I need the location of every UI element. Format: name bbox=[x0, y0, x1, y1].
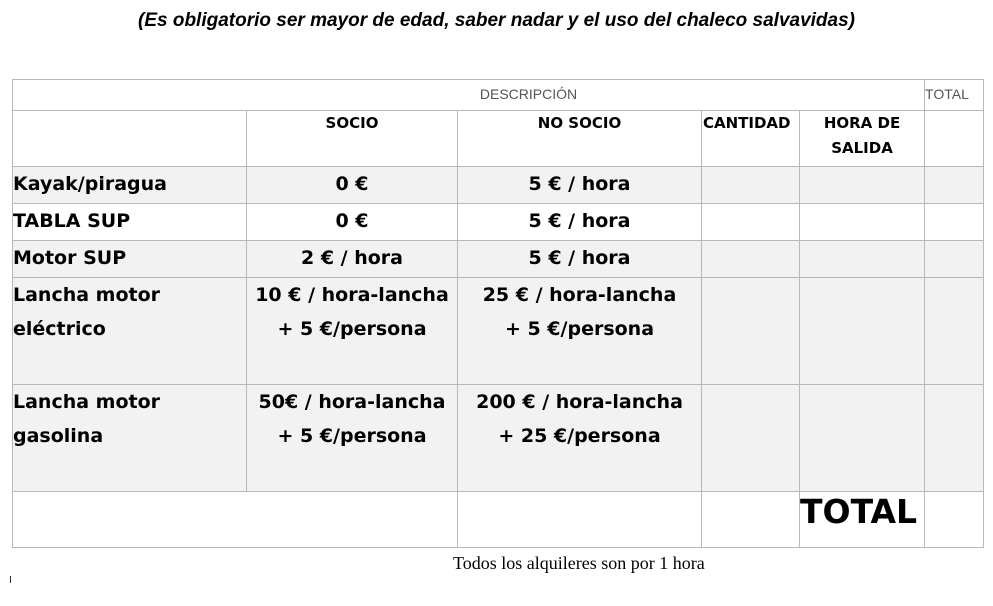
price-line: + 5 €/persona bbox=[277, 425, 427, 447]
table-header-row bbox=[13, 80, 984, 111]
total-row bbox=[13, 492, 984, 548]
cantidad-cell[interactable] bbox=[702, 167, 800, 204]
footer-note: Todos los alquileres son por 1 hora bbox=[453, 553, 705, 573]
header-note: (Es obligatorio ser mayor de edad, saber nadar y el uso del chaleco salvavidas) bbox=[138, 10, 855, 31]
item-line: Lancha motor bbox=[13, 391, 161, 413]
socio-price-cell: 0 € bbox=[247, 204, 458, 241]
no-socio-price-cell bbox=[458, 278, 702, 385]
total-header: TOTAL bbox=[925, 80, 984, 111]
socio-price-cell: 2 € / hora bbox=[247, 241, 458, 278]
item-cell: Motor SUP bbox=[13, 241, 247, 278]
hora-salida-cell[interactable] bbox=[800, 167, 925, 204]
socio-price-cell bbox=[247, 385, 458, 492]
table-row bbox=[13, 204, 984, 241]
hora-salida-cell[interactable] bbox=[800, 204, 925, 241]
price-line: + 5 €/persona bbox=[277, 318, 427, 340]
total-cell[interactable] bbox=[925, 241, 984, 278]
cantidad-cell[interactable] bbox=[702, 204, 800, 241]
item-cell bbox=[13, 385, 247, 492]
no-socio-price-cell bbox=[458, 385, 702, 492]
hora-salida-cell[interactable] bbox=[800, 385, 925, 492]
no-socio-price-cell: 5 € / hora bbox=[458, 167, 702, 204]
item-cell: TABLA SUP bbox=[13, 204, 247, 241]
cantidad-cell[interactable] bbox=[702, 278, 800, 385]
column-header-row bbox=[13, 111, 984, 167]
table-row bbox=[13, 241, 984, 278]
price-line: 10 € / hora-lancha bbox=[255, 284, 449, 306]
price-line: 25 € / hora-lancha bbox=[482, 284, 677, 306]
table-row bbox=[13, 167, 984, 204]
cantidad-cell[interactable] bbox=[702, 241, 800, 278]
item-line: eléctrico bbox=[13, 318, 106, 340]
item-column-header bbox=[13, 111, 247, 167]
total-cell[interactable] bbox=[925, 385, 984, 492]
item-cell bbox=[13, 278, 247, 385]
hora-salida-cell[interactable] bbox=[800, 278, 925, 385]
no-socio-price-cell: 5 € / hora bbox=[458, 241, 702, 278]
total-row-spacer bbox=[458, 492, 702, 548]
price-line: 200 € / hora-lancha bbox=[476, 391, 683, 413]
item-line: Lancha motor bbox=[13, 284, 161, 306]
text-cursor bbox=[10, 576, 11, 583]
hora-salida-column-header: HORA DE SALIDA bbox=[800, 111, 925, 167]
cantidad-cell[interactable] bbox=[702, 385, 800, 492]
price-table bbox=[12, 79, 984, 548]
price-line: + 5 €/persona bbox=[504, 318, 655, 340]
table-row bbox=[13, 385, 984, 492]
no-socio-column-header: NO SOCIO bbox=[458, 111, 702, 167]
descripcion-header: DESCRIPCIÓN bbox=[13, 80, 925, 111]
total-cell[interactable] bbox=[925, 278, 984, 385]
total-row-spacer bbox=[13, 492, 458, 548]
table-row bbox=[13, 278, 984, 385]
item-cell: Kayak/piragua bbox=[13, 167, 247, 204]
total-label: TOTAL bbox=[800, 492, 925, 548]
hora-salida-cell[interactable] bbox=[800, 241, 925, 278]
grand-total-cell[interactable] bbox=[925, 492, 984, 548]
cantidad-column-header: CANTIDAD bbox=[702, 111, 800, 167]
item-line: gasolina bbox=[13, 425, 104, 447]
total-cell[interactable] bbox=[925, 167, 984, 204]
price-line: + 25 €/persona bbox=[498, 425, 661, 447]
price-line: 50€ / hora-lancha bbox=[258, 391, 446, 413]
socio-column-header: SOCIO bbox=[247, 111, 458, 167]
total-column-header bbox=[925, 111, 984, 167]
total-row-spacer bbox=[702, 492, 800, 548]
no-socio-price-cell: 5 € / hora bbox=[458, 204, 702, 241]
socio-price-cell: 0 € bbox=[247, 167, 458, 204]
socio-price-cell bbox=[247, 278, 458, 385]
total-cell[interactable] bbox=[925, 204, 984, 241]
